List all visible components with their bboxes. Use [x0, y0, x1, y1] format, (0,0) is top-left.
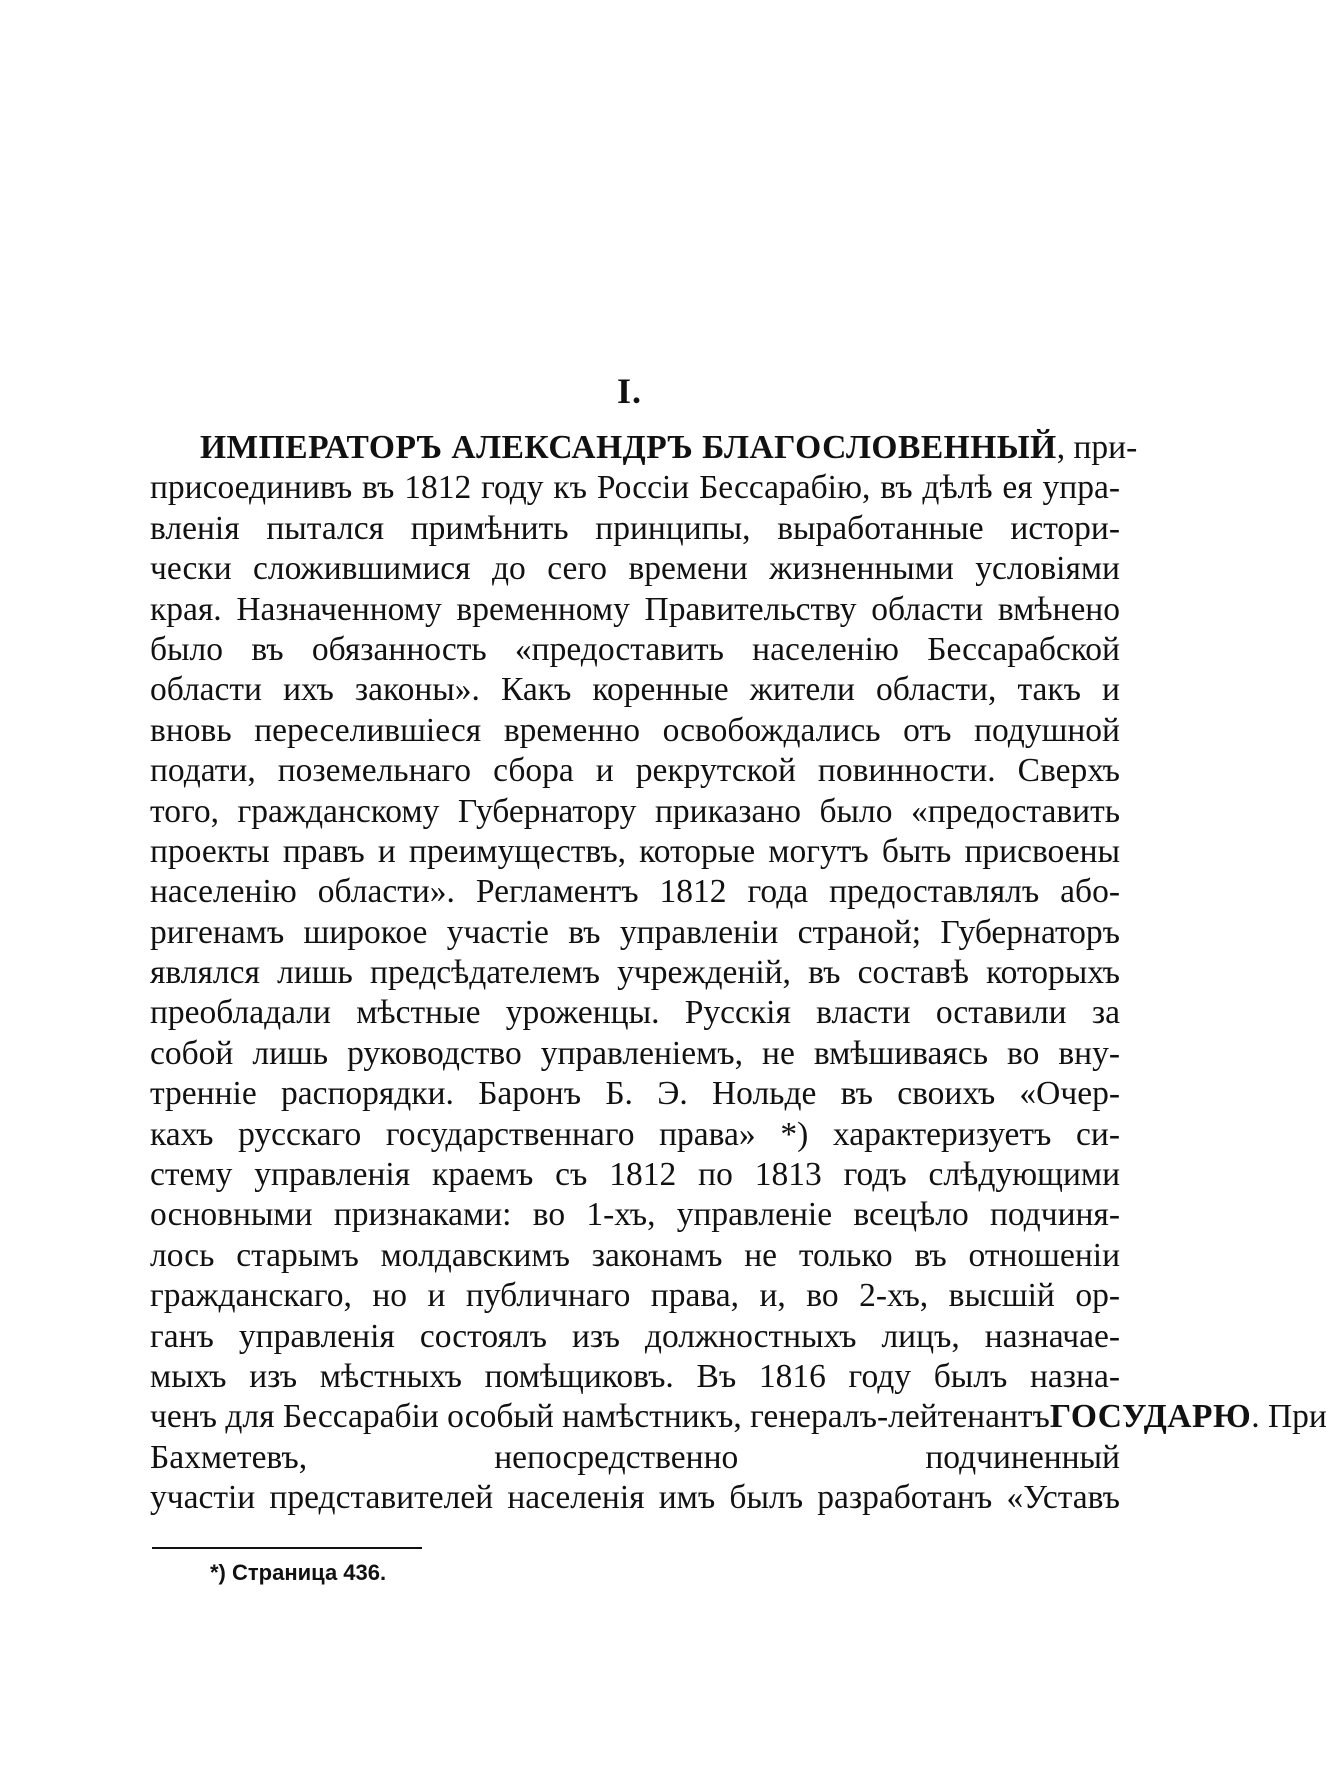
text-line: проекты правъ и преимуществъ, которые могутъ быть присвоены — [150, 832, 1120, 870]
text-line — [150, 428, 1138, 468]
text-line: являлся лишь предсѣдателемъ учрежденій, въ составѣ которыхъ — [150, 954, 1120, 992]
footnote-divider — [152, 1547, 422, 1549]
text-line: подати, поземельнаго сбора и рекрутской повинности. Сверхъ — [150, 752, 1120, 790]
text-fragment: ченъ для Бессарабіи особый намѣстникъ, генералъ-лейтенантъ — [150, 1398, 1050, 1436]
text-fragment: , при- — [1056, 429, 1138, 466]
text-line: было въ обязанность «предоставить населенію Бессарабской — [150, 630, 1120, 668]
text-line: лось старымъ молдавскимъ законамъ не только въ отношеніи — [150, 1236, 1120, 1274]
text-line: области ихъ законы». Какъ коренные жители области, такъ и — [150, 671, 1120, 709]
text-line: ригенамъ широкое участіе въ управленіи страной; Губернаторъ — [150, 913, 1120, 951]
text-fragment: . При — [1251, 1398, 1327, 1436]
text-line: края. Назначенному временному Правительству области вмѣнено — [150, 590, 1120, 628]
text-line: стему управленія краемъ съ 1812 по 1813 годъ слѣдующими — [150, 1156, 1120, 1194]
text-line: основными признаками: во 1-хъ, управленіе всецѣло подчиня- — [150, 1196, 1120, 1234]
text-line: Бахметевъ, непосредственно подчиненный — [150, 1438, 1120, 1476]
text-line: того, гражданскому Губернатору приказано было «предоставить — [150, 792, 1120, 830]
sovereign-word: ГОСУДАРЮ — [1049, 1398, 1252, 1436]
text-line: кахъ русскаго государственнаго права» *) характеризуетъ си- — [150, 1115, 1120, 1153]
text-line: собой лишь руководство управленіемъ, не вмѣшиваясь во вну- — [150, 1034, 1120, 1072]
text-line: тренніе распорядки. Баронъ Б. Э. Нольде въ своихъ «Очер- — [150, 1075, 1120, 1113]
body-paragraph — [150, 428, 1327, 1519]
text-line: вленія пытался примѣнить принципы, выработанные истори- — [150, 509, 1120, 547]
text-line: ганъ управленія состоялъ изъ должностныхъ лицъ, назначае- — [150, 1317, 1120, 1355]
footnote: *) Страница 436. — [210, 1560, 387, 1585]
text-line: населенію области». Регламентъ 1812 года предоставлялъ або- — [150, 873, 1120, 911]
text-line: вновь переселившіеся временно освобождались отъ подушной — [150, 711, 1120, 749]
text-line: участіи представителей населенія имъ былъ разработанъ «Уставъ — [150, 1479, 1120, 1517]
text-line: чески сложившимися до сего времени жизненными условіями — [150, 550, 1120, 588]
emperor-name: ИМПЕРАТОРЪ АЛЕКСАНДРЪ БЛАГОСЛОВЕННЫЙ — [200, 429, 1057, 466]
text-line: гражданскаго, но и публичнаго права, и, во 2-хъ, высшій ор- — [150, 1277, 1120, 1315]
text-line — [150, 1397, 1327, 1437]
chapter-number: I. — [616, 371, 642, 411]
text-line: преобладали мѣстные уроженцы. Русскія власти оставили за — [150, 994, 1120, 1032]
text-line: присоединивъ въ 1812 году къ Россіи Бессарабію, въ дѣлѣ ея упра- — [150, 469, 1120, 507]
text-line: мыхъ изъ мѣстныхъ помѣщиковъ. Въ 1816 году былъ назна- — [150, 1357, 1120, 1395]
